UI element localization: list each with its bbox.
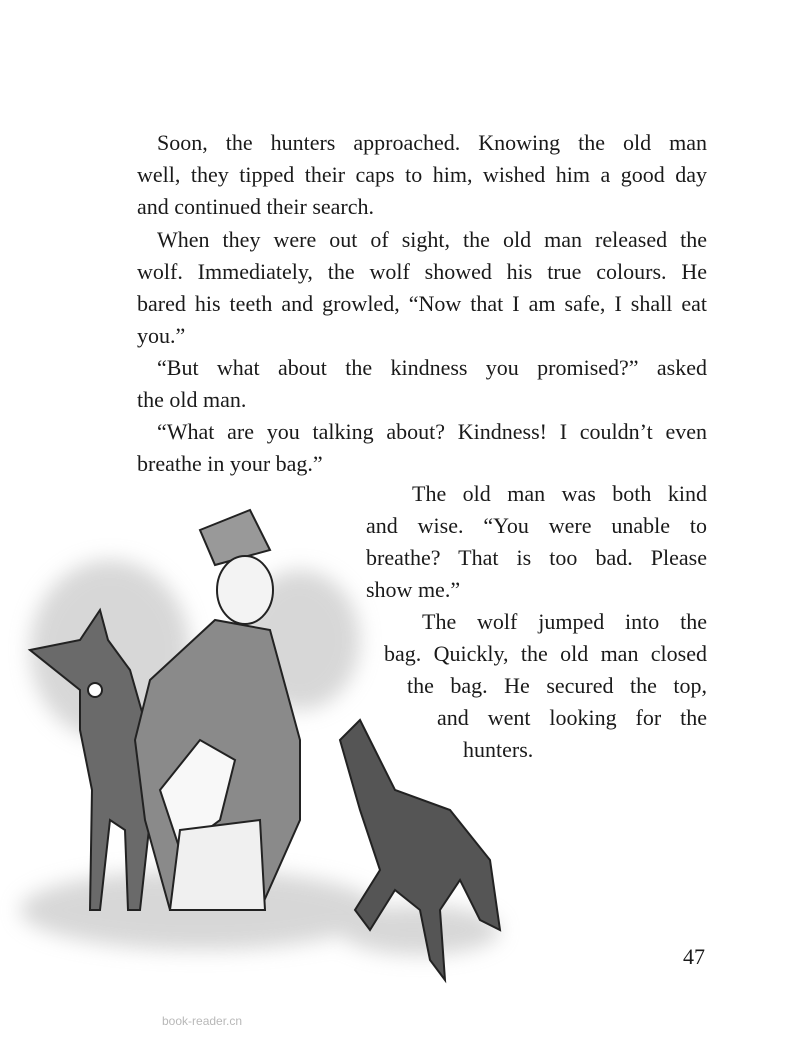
text-line: When they were out of sight, the old man released the bbox=[157, 227, 707, 252]
text-line: bared his teeth and growled, “Now that I am safe, I shall eat bbox=[137, 291, 707, 316]
text-line: The old man was both kind bbox=[412, 481, 707, 506]
text-line: The wolf jumped into the bbox=[422, 609, 707, 634]
text-line: and went looking for the bbox=[437, 705, 707, 730]
text-line: hunters. bbox=[463, 737, 534, 762]
text-line: you.” bbox=[137, 323, 186, 348]
text-line: wolf. Immediately, the wolf showed his true colours. He bbox=[137, 259, 707, 284]
watermark: book-reader.cn bbox=[162, 1014, 243, 1028]
text-line: Soon, the hunters approached. Knowing the old man bbox=[157, 130, 707, 155]
text-line: the old man. bbox=[137, 387, 247, 412]
text-line: and continued their search. bbox=[137, 194, 375, 219]
old-man bbox=[135, 510, 300, 910]
text-line: well, they tipped their caps to him, wished him a good day bbox=[137, 162, 707, 187]
text-line: “But what about the kindness you promised?” asked bbox=[157, 355, 707, 380]
text-line: breathe in your bag.” bbox=[137, 451, 323, 476]
illustration-old-man-donkey-wolf bbox=[0, 490, 560, 1010]
text-line: the bag. He secured the top, bbox=[407, 673, 707, 698]
text-line: show me.” bbox=[366, 577, 461, 602]
text-line: “What are you talking about? Kindness! I couldn’t even bbox=[157, 419, 707, 444]
text-line: and wise. “You were unable to bbox=[366, 513, 707, 538]
text-line: bag. Quickly, the old man closed bbox=[384, 641, 707, 666]
text-line: breathe? That is too bad. Please bbox=[366, 545, 707, 570]
page-number: 47 bbox=[683, 944, 705, 969]
